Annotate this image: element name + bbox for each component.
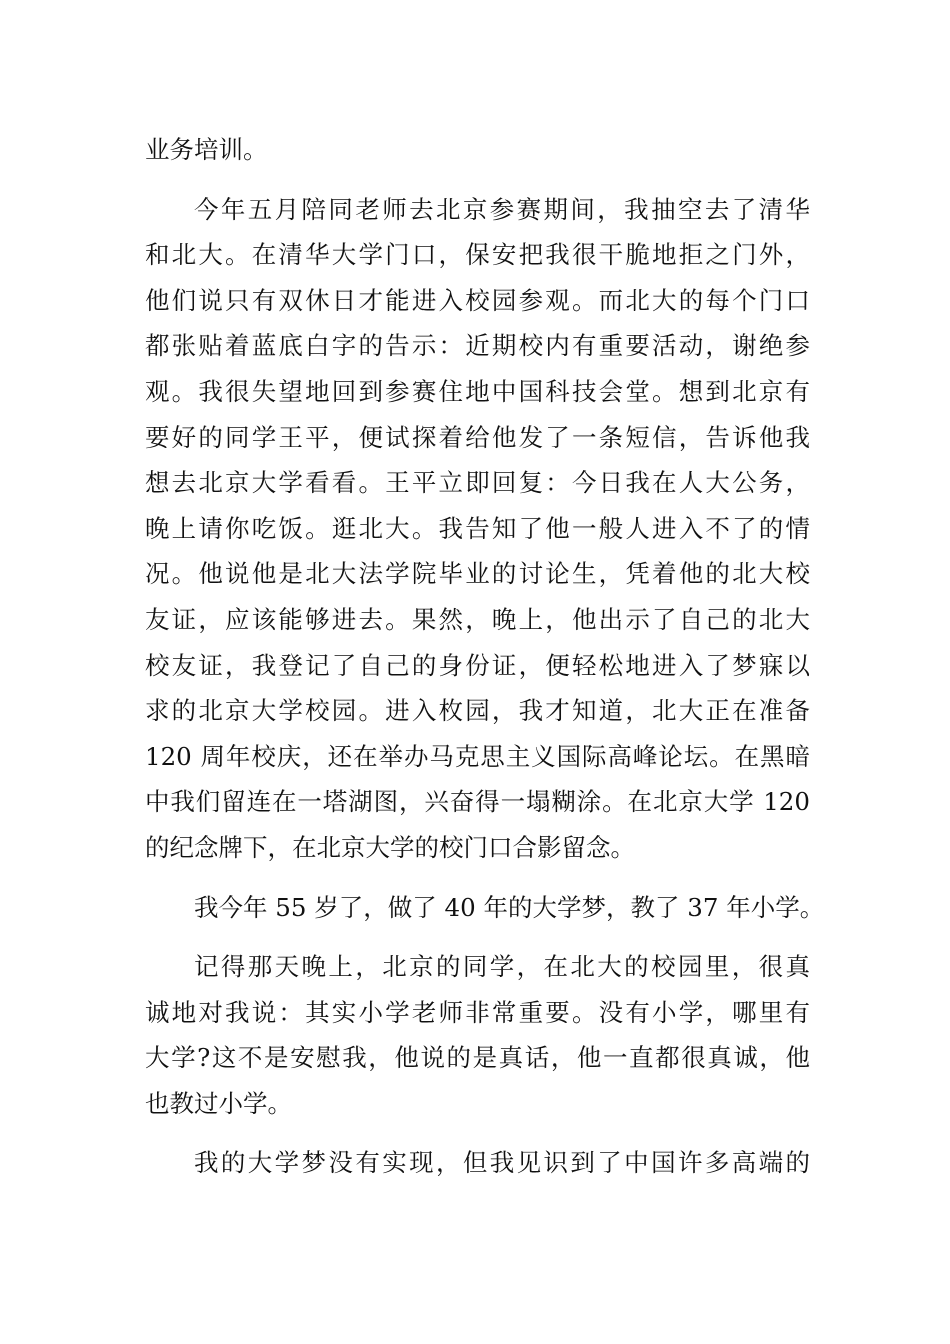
text-line: 也教过小学。: [145, 1088, 292, 1118]
text-line: 120 周年校庆，还在举办马克思主义国际高峰论坛。在黑暗: [145, 741, 810, 771]
text-line: 业务培训。: [145, 135, 268, 164]
text-line: 中我们留连在一塔湖图，兴奋得一塌糊涂。在北京大学 120: [145, 787, 810, 817]
text-line: 友证，应该能够进去。果然，晚上，他出示了自己的北大: [145, 604, 810, 634]
text-line: 记得那天晚上，北京的同学，在北大的校园里，很真: [194, 952, 810, 982]
text-line: 诚地对我说：其实小学老师非常重要。没有小学，哪里有: [145, 997, 810, 1027]
text-line: 要好的同学王平，便试探着给他发了一条短信，告诉他我: [145, 422, 810, 452]
paragraph-age: [145, 885, 825, 931]
paragraph-university-dream: [145, 1140, 810, 1186]
text-line: 他们说只有双休日才能进入校园参观。而北大的每个门口: [145, 285, 810, 315]
text-line: 大学?这不是安慰我，他说的是真话，他一直都很真诚，他: [145, 1043, 810, 1073]
text-line: 的纪念牌下，在北京大学的校门口合影留念。: [145, 832, 635, 862]
text-line: 想去北京大学看看。王平立即回复：今日我在人大公务，: [145, 468, 810, 498]
body-text: [145, 127, 825, 1186]
text-line: 今年五月陪同老师去北京参赛期间，我抽空去了清华: [194, 194, 810, 224]
text-line: 和北大。在清华大学门口，保安把我很干脆地拒之门外，: [145, 240, 810, 270]
text-line: 况。他说他是北大法学院毕业的讨论生，凭着他的北大校: [145, 559, 810, 589]
text-line: 都张贴着蓝底白字的告示：近期校内有重要活动，谢绝参: [145, 331, 810, 361]
paragraph-night-conversation: [145, 944, 810, 1126]
text-line: 观。我很失望地回到参赛住地中国科技会堂。想到北京有: [145, 376, 810, 406]
paragraph-beijing-visit: [145, 187, 810, 871]
text-line: 校友证，我登记了自己的身份证，便轻松地进入了梦寐以: [145, 650, 810, 680]
text-line: 求的北京大学校园。进入枚园，我才知道，北大正在准备: [145, 696, 810, 726]
text-line: 我的大学梦没有实现，但我见识到了中国许多高端的: [194, 1148, 810, 1178]
text-line: 我今年 55 岁了，做了 40 年的大学梦，教了 37 年小学。: [194, 892, 825, 922]
text-line: 晚上请你吃饭。逛北大。我告知了他一般人进入不了的情: [145, 513, 810, 543]
paragraph-continuation: [145, 127, 810, 173]
